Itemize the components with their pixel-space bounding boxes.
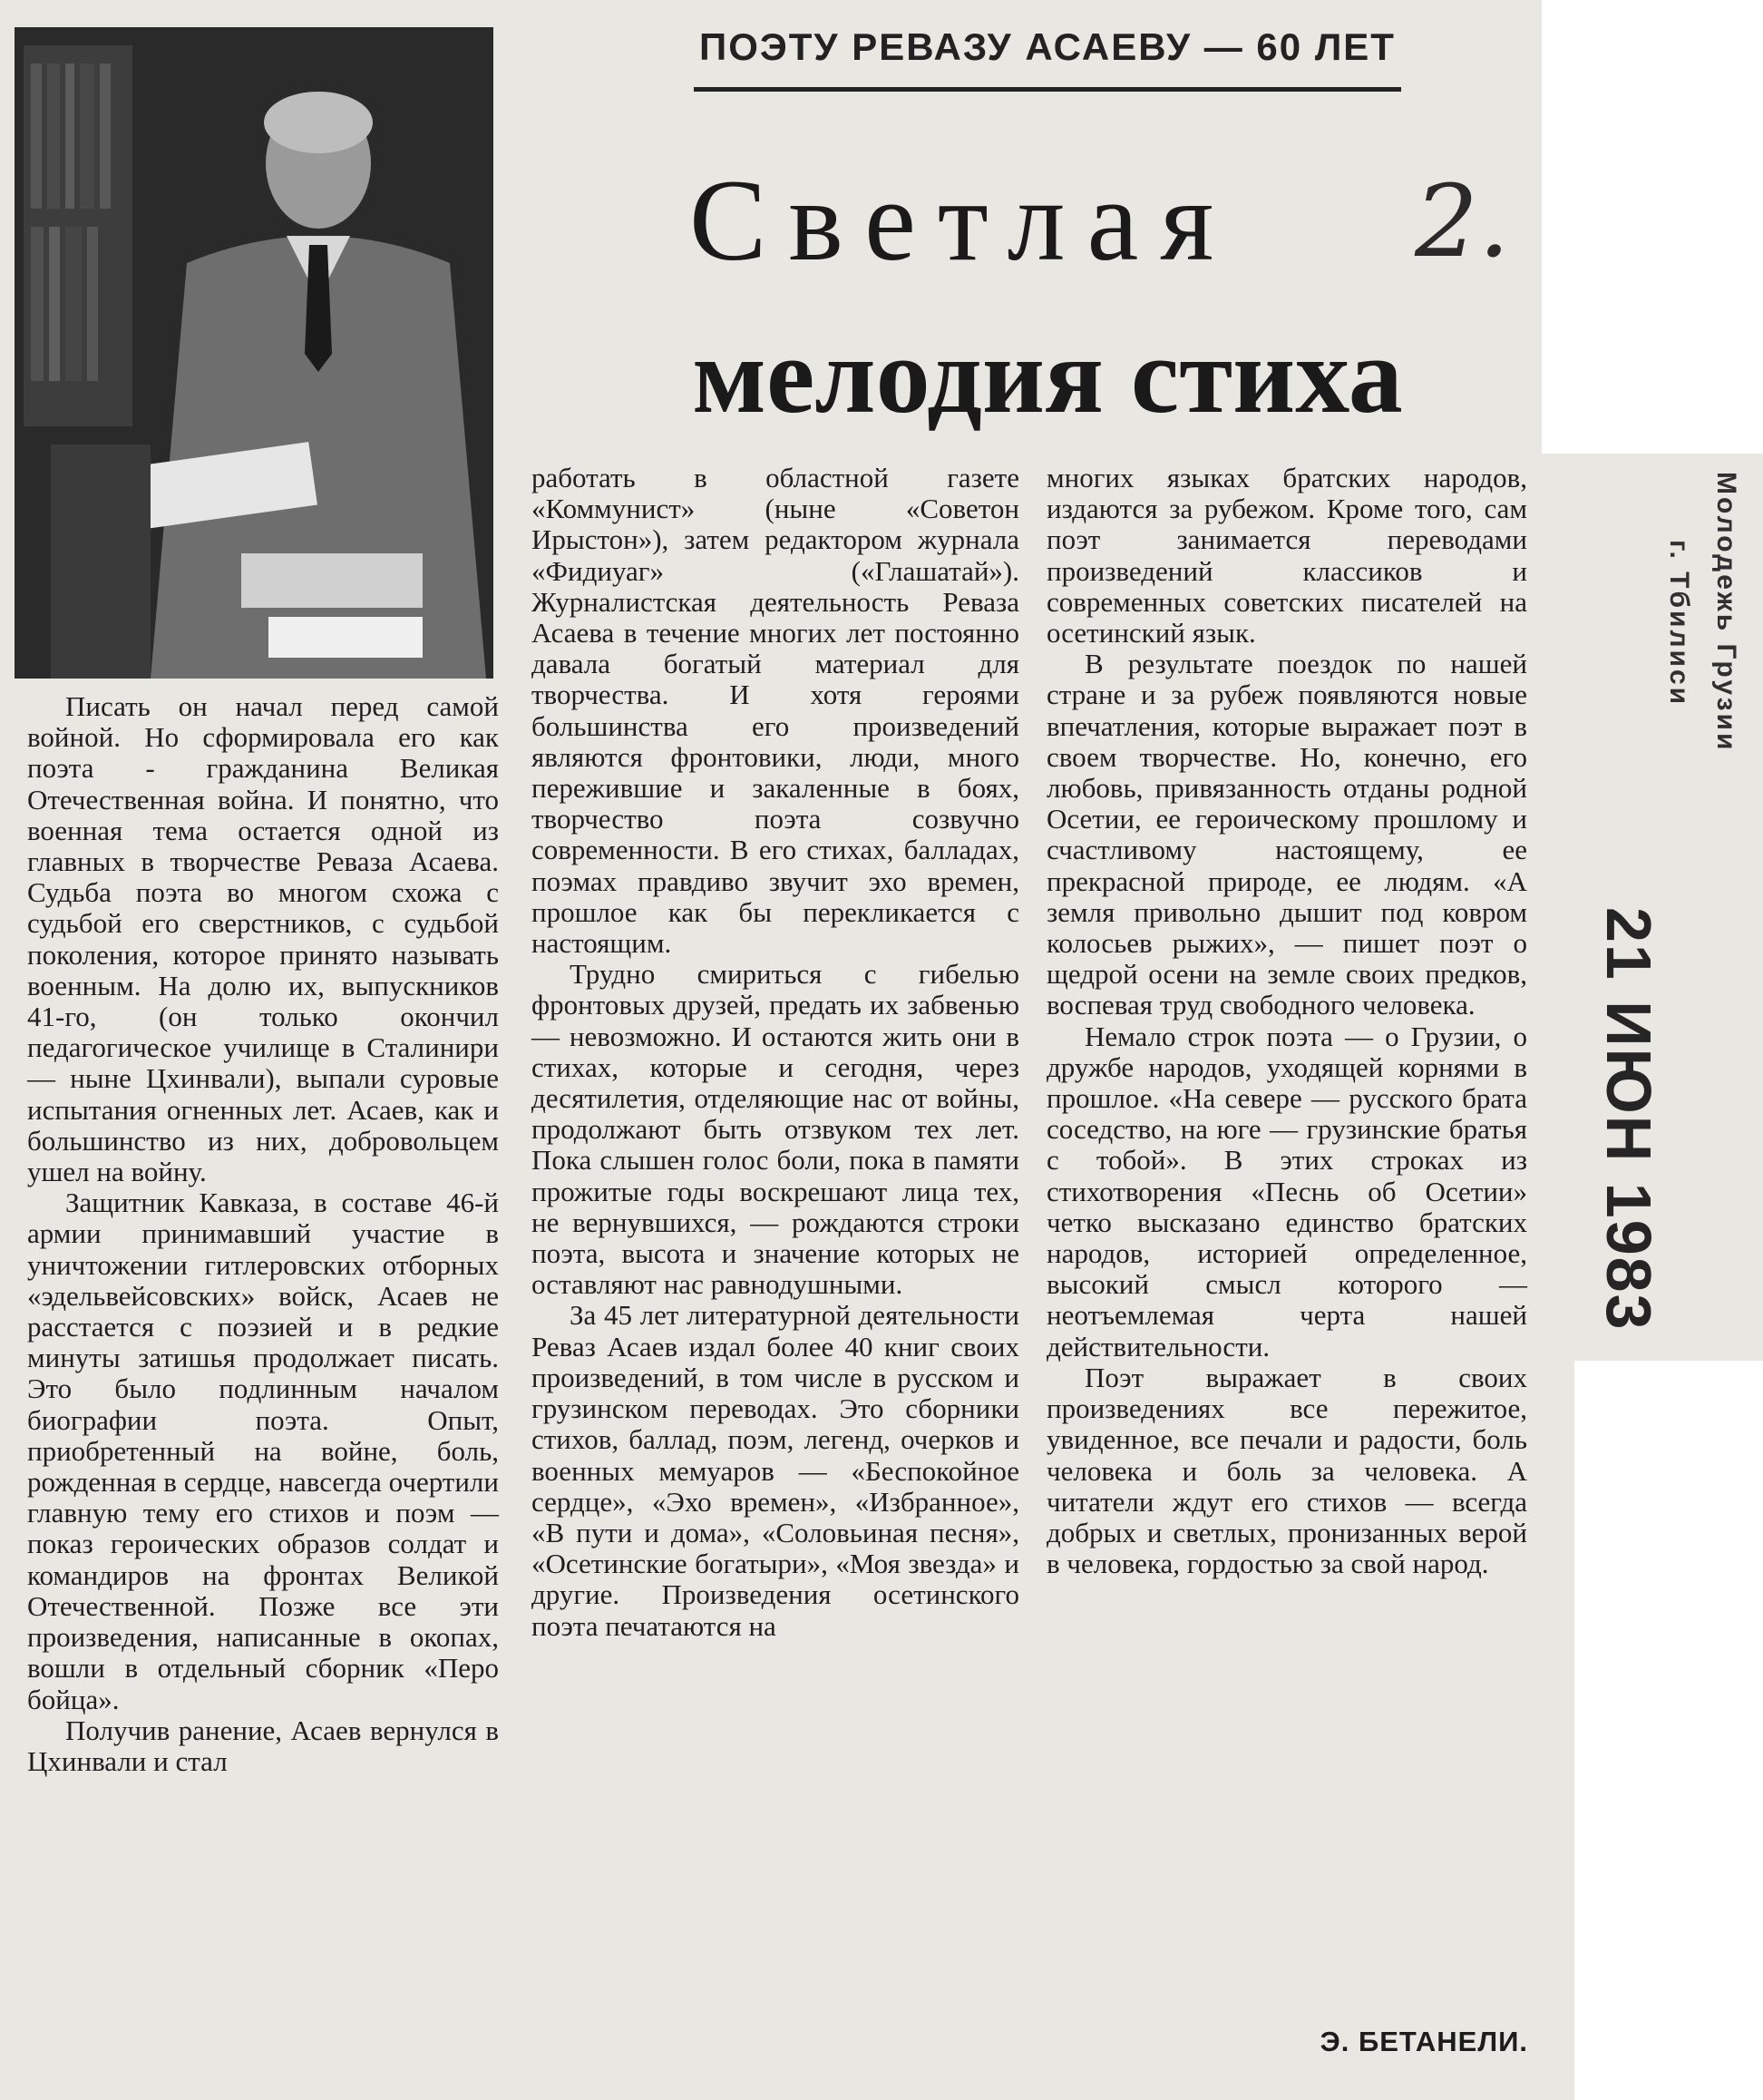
column1-paragraph-2: Защитник Кавказа, в составе 46-й армии принимавший участие в уничтожении гитлеровских отборных «эдельвейсовских» войск, Асаев не расстается с поэзией и в редкие минуты затишья продолжает писать. Это было подлинным началом биографии поэта. Опыт, приобретенный на войне, боль, рожденная в сердце, навсегда очертили главную тему его стихов и поэм — показ героических образов солдат и командиров на фронтах Великой Отечественной. Позже все эти произведения, написанные в окопах, вошли в отдельный сборник «Перо бойца». <box>27 1187 499 1715</box>
column3-paragraph-4: Поэт выражает в своих произведениях все пережитое, увиденное, все печали и радости, боль человека и боль за человека. А читатели ждут его стихов — всегда добрых и светлых, пронизанных верой в человека, гордостью за свой народ. <box>1047 1361 1527 1580</box>
article-column-3 <box>1047 463 1527 1579</box>
clipping-paper-bottom-tab <box>1542 1361 1574 2100</box>
author-byline: Э. БЕТАНЕЛИ. <box>1320 2026 1528 2057</box>
column2-paragraph-1: работать в областной газете «Коммунист» (ныне «Советон Ирыстон»), затем редактором журнала «Фидиуаг» («Глашатай»). Журналистская деятельность Реваза Асаева в течение многих лет постоянно давала богатый материал для творчества. И хотя героями большинства его произведений являются фронтовики, люди, много пережившие и закаленные в боях, творчество поэта созвучно современности. В его стихах, балладах, поэмах правдиво звучит эхо времен, прошлое как бы перекликается с настоящим. <box>531 462 1019 960</box>
source-city: г. Тбилиси <box>1664 540 1694 708</box>
date-stamp: 21 ИЮН 1983 <box>1593 907 1664 1332</box>
article-column-2 <box>531 463 1019 1642</box>
column1-paragraph-1: Писать он начал перед самой войной. Но сформировала его как поэта - гражданина Великая Отечественная война. И понятно, что военная тема остается одной из главных в творчестве Реваза Асаева. Судьба поэта во многом схожа с судьбой его сверстников, с судьбой поколения, которое принято называть военным. На долю их, выпускников 41-го, (он только окончил педагогическое училище в Сталинири — ныне Цхинвали), выпали суровые испытания огненных лет. Асаев, как и большинство из них, добровольцем ушел на войну. <box>27 690 499 1188</box>
portrait-photo <box>15 27 493 679</box>
headline-line-2: мелодия стиха <box>692 315 1403 435</box>
column3-paragraph-3: Немало строк поэта — о Грузии, о дружбе народов, уходящей корнями в прошлое. «На севере — русского брата соседство, на юге — грузинские братья с тобой». В этих строках из стихотворения «Песнь об Осетии» четко высказано единство братских народов, историей определенное, высокий смысл которого — неотъемлемая черта нашей действительности. <box>1047 1020 1527 1363</box>
source-newspaper-name: Молодежь Грузии <box>1711 472 1741 753</box>
headline-line-1: Светлая <box>689 156 1236 285</box>
article-column-1 <box>27 691 499 1777</box>
column1-paragraph-3: Получив ранение, Асаев вернулся в Цхинвали и стал <box>27 1714 499 1777</box>
kicker-underline-rule <box>694 87 1401 92</box>
portrait-photo-icon <box>15 27 493 679</box>
column2-paragraph-3: За 45 лет литературной деятельности Реваз Асаев издал более 40 книг своих произведений, в том числе в русском и грузинском переводах. Это сборники стихов, баллад, поэм, легенд, очерков и военных мемуаров — «Беспокойное сердце», «Эхо времен», «Избранное», «В пути и дома», «Соловьиная песня», «Осетинские богатыри», «Моя звезда» и другие. Произведения осетинского поэта печатаются на <box>531 1299 1019 1642</box>
article-kicker: ПОЭТУ РЕВАЗУ АСАЕВУ — 60 ЛЕТ <box>699 25 1396 68</box>
handwritten-mark: 2. <box>1415 163 1510 279</box>
column3-paragraph-1: многих языках братских народов, издаются за рубежом. Кроме того, сам поэт занимается переводами произведений классиков и современных советских писателей на осетинский язык. <box>1047 462 1527 650</box>
column3-paragraph-2: В результате поездок по нашей стране и за рубеж появляются новые впечатления, которые выражает поэт в своем творчестве. Но, конечно, его любовь, привязанность отданы родной Осетии, ее героическому прошлому и счастливому настоящему, ее прекрасной природе, ее людям. «А земля привольно дышит под ковром колосьев рыжих», — пишет поэт о щедрой осени на земле своих предков, воспевая труд свободного человека. <box>1047 648 1527 1021</box>
column2-paragraph-2: Трудно смириться с гибелью фронтовых друзей, предать их забвенью — невозможно. И остаются жить они в стихах, которые и сегодня, через десятилетия, отделяющие нас от войны, продолжают быть отзвуком тех лет. Пока слышен голос боли, пока в памяти прожитые годы воскрешают лица тех, не вернувшихся, — рождаются строки поэта, высота и значение которых не оставляют нас равнодушными. <box>531 958 1019 1301</box>
